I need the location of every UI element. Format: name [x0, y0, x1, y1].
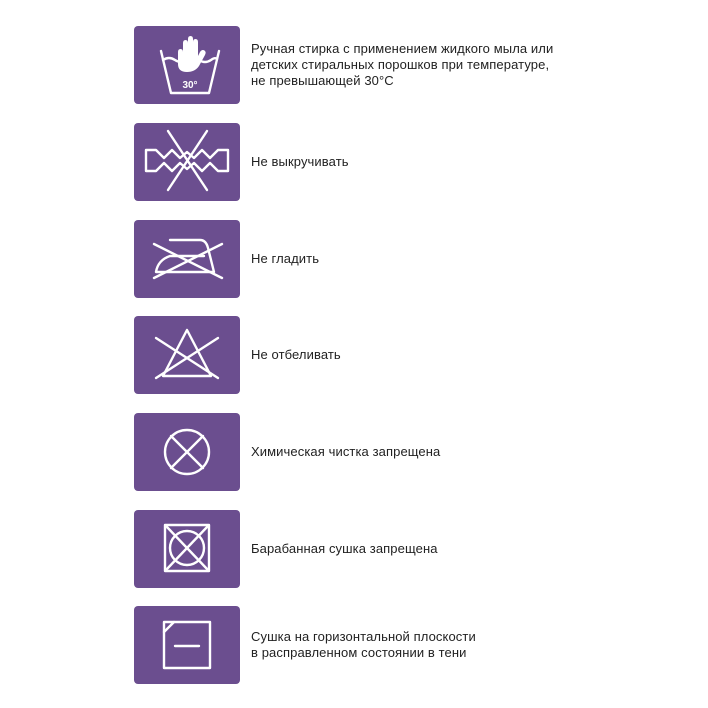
- care-item-line: Не гладить: [251, 251, 320, 266]
- care-item-text: [251, 413, 611, 491]
- care-item-text: [251, 123, 611, 201]
- care-item-line: Ручная стирка с применением жидкого мыла или: [251, 41, 554, 56]
- do-not-tumble-dry-icon: [134, 510, 240, 588]
- care-item-line: не превышающей 30°С: [251, 73, 394, 88]
- care-item-do-not-wring: [134, 123, 614, 201]
- care-item-do-not-iron: [134, 220, 614, 298]
- care-item-dry-flat-in-shade: [134, 606, 614, 684]
- hand-wash-temperature-label: 30°: [182, 80, 198, 91]
- care-item-line: Химическая чистка запрещена: [251, 444, 441, 459]
- care-item-line: Барабанная сушка запрещена: [251, 541, 438, 556]
- care-item-text: [251, 510, 611, 588]
- dry-flat-in-shade-icon: [134, 606, 240, 684]
- do-not-wring-icon: [134, 123, 240, 201]
- care-item-line: в расправленном состоянии в тени: [251, 645, 467, 660]
- care-item-line: Сушка на горизонтальной плоскости: [251, 629, 476, 644]
- care-item-line: Не отбеливать: [251, 347, 341, 362]
- care-item-do-not-bleach: [134, 316, 614, 394]
- care-item-do-not-tumble-dry: [134, 510, 614, 588]
- care-item-line: Не выкручивать: [251, 154, 349, 169]
- do-not-bleach-icon: [134, 316, 240, 394]
- care-item-text: [251, 606, 611, 684]
- care-item-text: [251, 316, 611, 394]
- care-item-text: [251, 220, 611, 298]
- hand-wash-30-icon: [134, 26, 240, 104]
- do-not-iron-icon: [134, 220, 240, 298]
- care-item-line: детских стиральных порошков при температуре,: [251, 57, 550, 72]
- care-item-hand-wash: [134, 26, 614, 104]
- do-not-dry-clean-icon: [134, 413, 240, 491]
- care-item-text: [251, 26, 611, 104]
- care-item-do-not-dry-clean: [134, 413, 614, 491]
